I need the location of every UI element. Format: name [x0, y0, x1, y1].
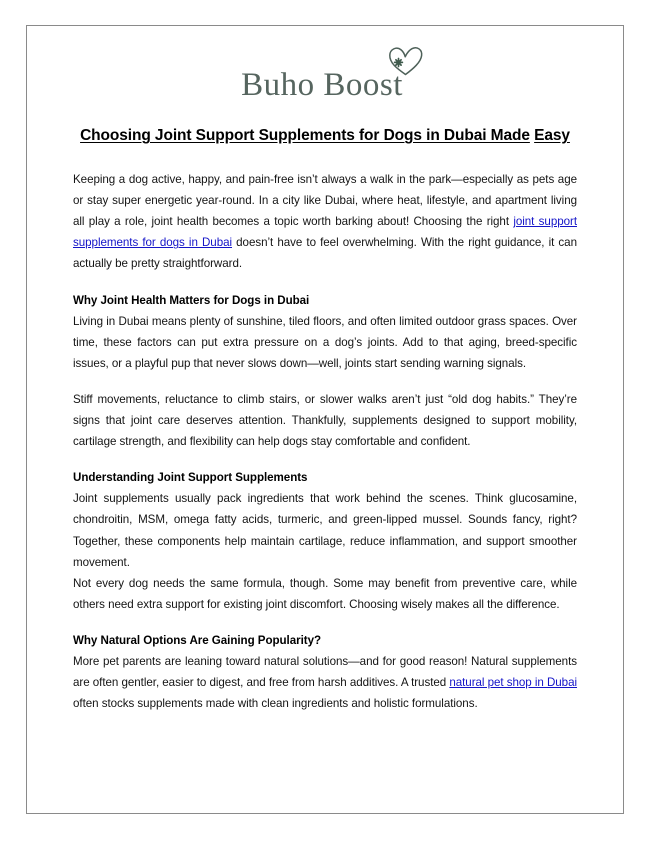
intro-text-before-link: Keeping a dog active, happy, and pain-free isn’t always a walk in the park—especially as pets age or stay super energetic year-round. In a city like Dubai, where heat, lifestyle, and apartment living all play a role, joint health becomes a topic worth barking about! Choosing the right — [73, 173, 577, 229]
section1-paragraph-2: Stiff movements, reluctance to climb stairs, or slower walks aren’t just “old dog habits.” They’re signs that joint care deserves attention. Thankfully, supplements designed to support mobility, cartilage strength, and flexibility can help dogs stay comfortable and confident. — [73, 392, 577, 449]
article-body — [73, 169, 577, 714]
intro-paragraph — [73, 169, 577, 274]
section1-paragraph-1: Living in Dubai means plenty of sunshine, tiled floors, and often limited outdoor grass spaces. Over time, these factors can put extra pressure on a dog’s joints. Add to that aging, breed-specific issues, or a playful pup that never slows down—well, joints start sending warning signals. — [73, 314, 577, 370]
section-heading-natural-options: Why Natural Options Are Gaining Popularity? — [73, 633, 321, 647]
section3-text-before-link: More pet parents are leaning toward natural solutions—and for good reason! Natural supplements are often gentler, easier to digest, and free from harsh additives. A trusted — [73, 654, 577, 690]
joint-supplements-link[interactable]: joint support supplements for dogs in Dubai — [73, 215, 577, 250]
intro-text-after-link: doesn’t have to feel overwhelming. With the right guidance, it can actually be pretty straightforward. — [73, 236, 577, 271]
page-title-line-1: Choosing Joint Support Supplements for Dogs in Dubai Made — [80, 127, 530, 144]
document-content — [27, 26, 623, 714]
natural-pet-shop-link[interactable]: natural pet shop in Dubai — [449, 676, 578, 690]
page-title-line-2: Easy — [534, 127, 570, 144]
section2-paragraph-1: Joint supplements usually pack ingredients that work behind the scenes. Think glucosamine, chondroitin, MSM, omega fatty acids, turmeric, and green-lipped mussel. Sounds fancy, right? Together, these components help maintain cartilage, reduce inflammation, and support smoother movement. — [73, 492, 577, 569]
section3-paragraph — [73, 651, 577, 714]
heart-doodle-icon — [385, 42, 425, 78]
section2-paragraph-2: Not every dog needs the same formula, though. Some may benefit from preventive care, while others need extra support for existing joint discomfort. Choosing wisely makes all the difference. — [73, 576, 577, 611]
section3-text-after-link: often stocks supplements made with clean ingredients and holistic formulations. — [73, 697, 478, 711]
logo-wrap — [241, 69, 409, 102]
document-page — [26, 25, 624, 814]
logo-text: Buho Boost — [241, 67, 403, 103]
page-title — [73, 123, 577, 148]
section-heading-understanding-supplements: Understanding Joint Support Supplements — [73, 471, 308, 485]
brand-logo — [73, 36, 577, 102]
section-heading-joint-health: Why Joint Health Matters for Dogs in Dubai — [73, 293, 310, 307]
